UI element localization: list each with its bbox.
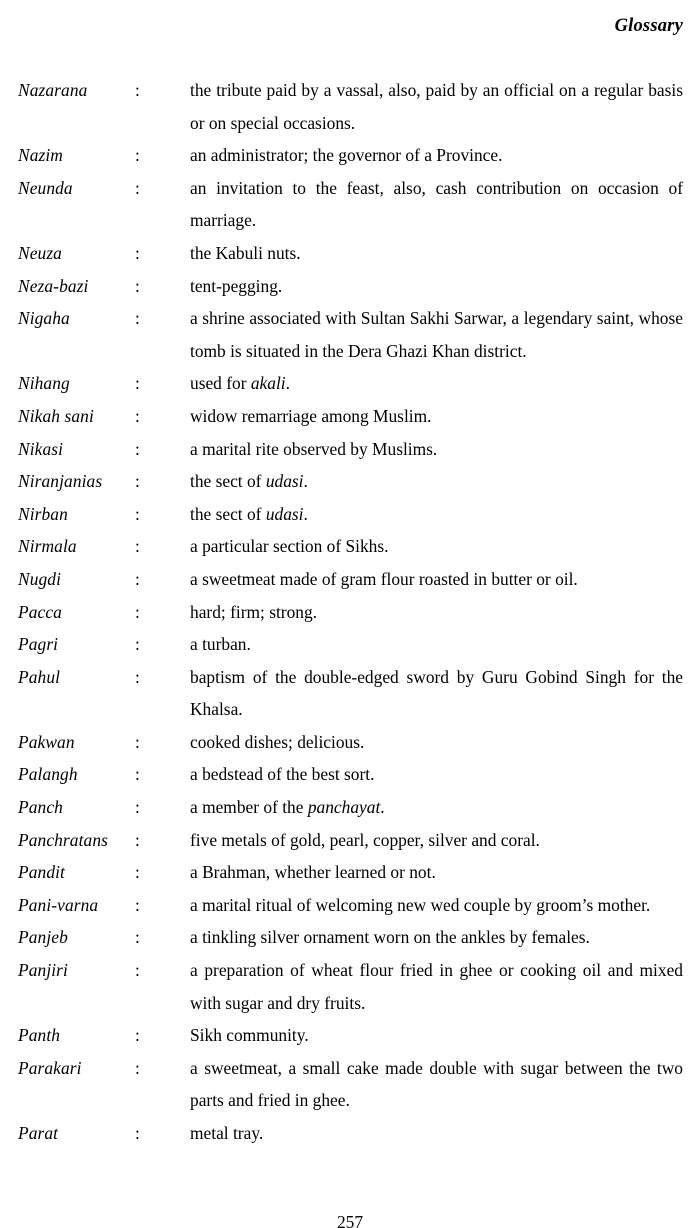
glossary-term: Pacca: [18, 601, 62, 622]
glossary-term: Nazarana: [18, 80, 88, 100]
glossary-definition: a preparation of wheat flour fried in ghee or cooking oil and mixed with sugar and dry fruits.: [190, 960, 683, 1013]
glossary-separator: :: [135, 438, 140, 459]
glossary-entry: [18, 74, 683, 139]
glossary-definition: [190, 465, 683, 498]
glossary-definition: cooked dishes; delicious.: [190, 731, 365, 752]
glossary-definition: a marital ritual of welcoming new wed couple by groom’s mother.: [190, 894, 651, 915]
definition-italic-term: udasi: [265, 503, 304, 524]
definition-italic-term: akali: [250, 373, 286, 394]
glossary-entry: [18, 661, 683, 726]
glossary-separator: :: [135, 568, 140, 589]
glossary-term: Neunda: [18, 177, 73, 198]
glossary-term: Pahul: [18, 666, 61, 687]
glossary-definition: an administrator; the governor of a Province.: [190, 145, 503, 166]
glossary-entry: [18, 270, 683, 303]
glossary-term: Nirmala: [18, 536, 77, 557]
glossary-separator: :: [135, 1025, 140, 1046]
definition-text-tail: .: [303, 503, 308, 524]
glossary-entry: [18, 726, 683, 759]
page-number: 257: [336, 1212, 364, 1228]
glossary-separator: :: [135, 373, 140, 394]
glossary-entry: [18, 367, 683, 400]
glossary-term: Parakari: [18, 1057, 82, 1078]
glossary-entry: [18, 1117, 683, 1150]
glossary-term: Panth: [18, 1025, 61, 1046]
running-head: Glossary: [614, 16, 683, 36]
glossary-definition: [190, 498, 683, 531]
glossary-entry: [18, 498, 683, 531]
glossary-entry: [18, 1052, 683, 1117]
glossary-entry: [18, 596, 683, 629]
glossary-separator: :: [135, 177, 140, 198]
glossary-separator: :: [135, 829, 140, 850]
glossary-entry: [18, 824, 683, 857]
glossary-definition: an invitation to the feast, also, cash contribution on occasion of marriage.: [190, 177, 683, 231]
glossary-entry: [18, 758, 683, 791]
glossary-definition: a sweetmeat, a small cake made double with sugar between the two parts and fried in ghee.: [190, 1057, 683, 1111]
glossary-definition: the tribute paid by a vassal, also, paid by an official on a regular basis or on special occasions.: [190, 80, 683, 133]
glossary-term: Niranjanias: [18, 471, 103, 492]
glossary-entry: [18, 400, 683, 433]
glossary-definition: Sikh community.: [190, 1025, 309, 1046]
glossary-separator: :: [135, 764, 140, 785]
glossary-separator: :: [135, 536, 140, 557]
glossary-term: Neza-bazi: [18, 275, 89, 296]
glossary-definition: five metals of gold, pearl, copper, silver and coral.: [190, 829, 540, 850]
definition-italic-term: panchayat: [307, 797, 381, 818]
glossary-separator: :: [135, 242, 140, 263]
glossary-entry: [18, 856, 683, 889]
glossary-definition: a marital rite observed by Muslims.: [190, 438, 438, 459]
glossary-term: Nikasi: [18, 438, 64, 459]
glossary-term: Nugdi: [18, 568, 62, 589]
glossary-definition: the Kabuli nuts.: [190, 242, 301, 263]
glossary-separator: :: [135, 862, 140, 883]
definition-text-tail: .: [303, 471, 308, 492]
glossary-definition: a Brahman, whether learned or not.: [190, 862, 436, 883]
definition-text: used for: [190, 373, 251, 394]
definition-text: the sect of: [190, 503, 266, 524]
glossary-term: Panjeb: [18, 927, 68, 948]
glossary-entry: [18, 791, 683, 824]
glossary-entry: [18, 139, 683, 172]
glossary-entry: [18, 172, 683, 237]
glossary-term: Panchratans: [18, 829, 108, 850]
glossary-term: Neuza: [18, 242, 62, 263]
definition-text: a member of the: [190, 797, 308, 818]
glossary-definition: a turban.: [190, 634, 251, 655]
glossary-entry: [18, 921, 683, 954]
glossary-definition: [190, 791, 683, 824]
glossary-definition: a particular section of Sikhs.: [190, 536, 389, 557]
glossary-term: Nigaha: [18, 308, 70, 329]
glossary-entry: [18, 563, 683, 596]
glossary-entry: [18, 433, 683, 466]
glossary-separator: :: [135, 894, 140, 915]
glossary-term: Panjiri: [18, 960, 68, 981]
glossary-separator: :: [135, 797, 140, 818]
glossary-definition: a tinkling silver ornament worn on the ankles by females.: [190, 927, 590, 948]
definition-italic-term: udasi: [265, 471, 304, 492]
glossary-separator: :: [135, 503, 140, 524]
glossary-separator: :: [135, 1123, 140, 1143]
glossary-term: Pakwan: [18, 731, 75, 752]
definition-text-tail: .: [380, 797, 385, 818]
glossary-term: Palangh: [18, 764, 78, 785]
glossary-separator: :: [135, 405, 140, 426]
glossary-entry: [18, 628, 683, 661]
glossary-entry: [18, 1019, 683, 1052]
glossary-entry: [18, 530, 683, 563]
glossary-term: Nihang: [18, 373, 70, 394]
definition-text: the sect of: [190, 471, 266, 492]
glossary-separator: :: [135, 275, 140, 296]
glossary-separator: :: [135, 1057, 140, 1078]
glossary-definition: hard; firm; strong.: [190, 601, 318, 622]
glossary-separator: :: [135, 666, 140, 687]
glossary-separator: :: [135, 471, 140, 492]
glossary-definition: a shrine associated with Sultan Sakhi Sarwar, a legendary saint, whose tomb is situated in the Dera Ghazi Khan district.: [190, 308, 683, 361]
glossary-entry: [18, 889, 683, 922]
glossary-term: Pani-varna: [18, 894, 99, 915]
glossary-term: Pagri: [18, 634, 59, 655]
glossary-definition: metal tray.: [190, 1123, 264, 1143]
glossary-definition: baptism of the double-edged sword by Guru Gobind Singh for the Khalsa.: [190, 666, 683, 720]
glossary-definition: widow remarriage among Muslim.: [190, 405, 432, 426]
glossary-entry: [18, 465, 683, 498]
glossary-entry: [18, 237, 683, 270]
glossary-term: Panch: [18, 797, 63, 818]
glossary-term: Nirban: [18, 503, 68, 524]
glossary-definition: [190, 367, 683, 400]
glossary-term: Nikah sani: [18, 405, 94, 426]
glossary-entry-list: [18, 74, 683, 1150]
glossary-separator: :: [135, 960, 140, 981]
glossary-entry: [18, 302, 683, 367]
definition-text-tail: .: [285, 373, 290, 394]
glossary-entry: [18, 954, 683, 1019]
glossary-separator: :: [135, 601, 140, 622]
glossary-separator: :: [135, 927, 140, 948]
glossary-definition: a bedstead of the best sort.: [190, 764, 375, 785]
glossary-separator: :: [135, 731, 140, 752]
glossary-term: Parat: [18, 1123, 59, 1143]
glossary-term: Pandit: [18, 862, 65, 883]
glossary-separator: :: [135, 308, 140, 329]
glossary-separator: :: [135, 145, 140, 166]
glossary-definition: tent-pegging.: [190, 275, 283, 296]
glossary-definition: a sweetmeat made of gram flour roasted in butter or oil.: [190, 568, 578, 589]
glossary-separator: :: [135, 80, 140, 100]
glossary-term: Nazim: [18, 145, 63, 166]
glossary-separator: :: [135, 634, 140, 655]
